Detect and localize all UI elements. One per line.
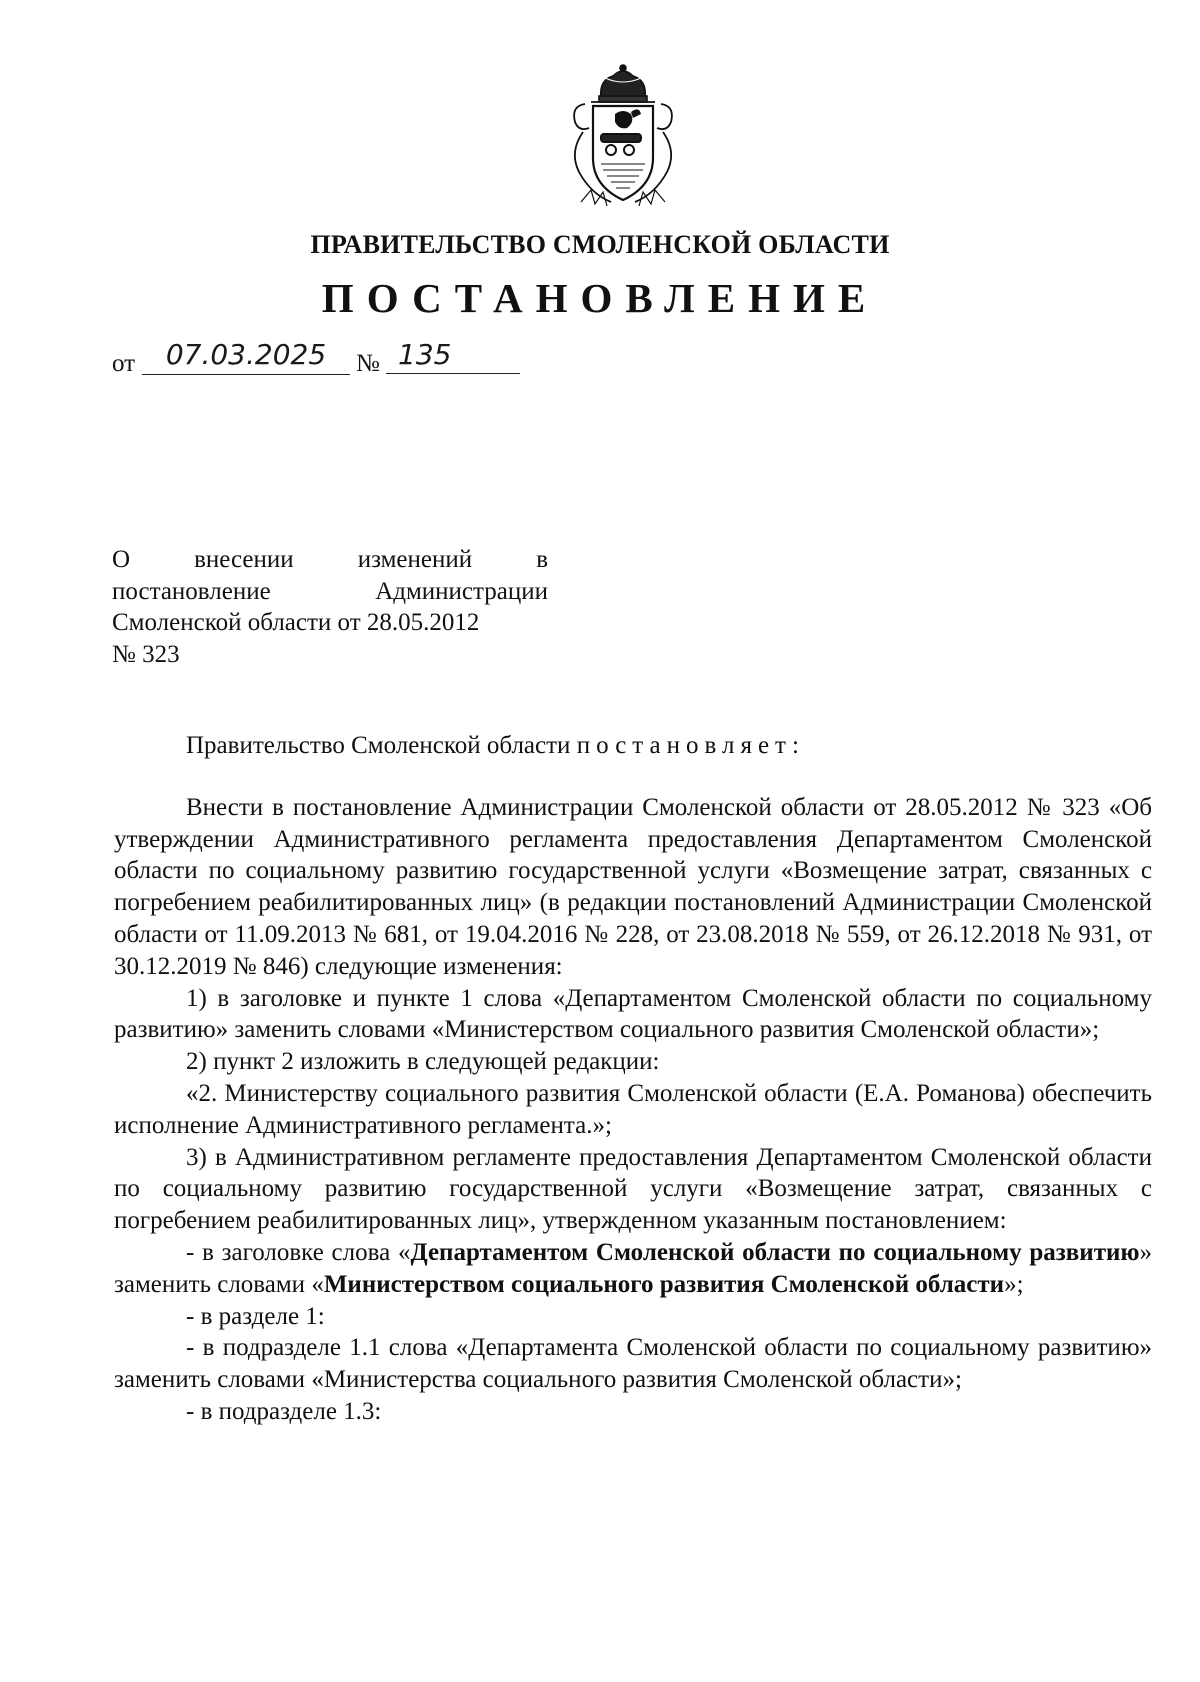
subject-line-4: № 323 bbox=[112, 640, 180, 668]
item-2-quote: «2. Министерству социального развития Смоленской области (Е.А. Романова) обеспечить исполнение Административного регламента.»; bbox=[114, 1079, 1152, 1139]
number-value: 135 bbox=[386, 338, 520, 374]
date-value: 07.03.2025 bbox=[142, 338, 350, 375]
document-subject bbox=[112, 544, 548, 670]
subject-line-3: Смоленской области от 28.05.2012 bbox=[112, 609, 480, 636]
item-3: 3) в Административном регламенте предоставления Департаментом Смоленской области по социальному развитию государственной услуги «Возмещение затрат, связанных с погребением реабилитированных лиц», утвержденном указанным постановлением: bbox=[114, 1143, 1152, 1235]
coat-of-arms-emblem bbox=[561, 62, 685, 212]
date-label: от bbox=[112, 350, 136, 377]
subitem-section-1: - в разделе 1: bbox=[186, 1302, 325, 1330]
item-1: 1) в заголовке и пункте 1 слова «Департаментом Смоленской области по социальному развитию» заменить словами «Министерством социального развития Смоленской области»; bbox=[114, 984, 1152, 1044]
resolves-paragraph: Правительство Смоленской области постановляет: bbox=[186, 732, 805, 759]
subitem-subsection-1-1: - в подразделе 1.1 слова «Департамента Смоленской области по социальному развитию» заменить словами «Министерства социального развития Смоленской области»; bbox=[114, 1334, 1152, 1394]
document-type: ПОСТАНОВЛЕНИЕ bbox=[321, 275, 879, 321]
subject-line-2: постановление Администрации bbox=[112, 577, 548, 605]
document-body bbox=[114, 730, 1152, 1428]
subject-line-1: О внесении изменений в bbox=[112, 546, 548, 573]
government-title: ПРАВИТЕЛЬСТВО СМОЛЕНСКОЙ ОБЛАСТИ bbox=[310, 230, 890, 259]
number-label: № bbox=[356, 350, 380, 377]
subitem-title-change: - в заголовке слова «Департаментом Смоленской области по социальному развитию» заменить словами «Министерством социального развития Смоленской области»; bbox=[114, 1238, 1152, 1298]
subitem-subsection-1-3: - в подразделе 1.3: bbox=[186, 1397, 382, 1425]
intro-paragraph: Внести в постановление Администрации Смоленской области от 28.05.2012 № 323 «Об утверждении Административного регламента предоставления Департаментом Смоленской области по социальному развитию государственной услуги «Возмещение затрат, связанных с погребением реабилитированных лиц» (в редакции постановлений Администрации Смоленской области от 11.09.2013 № 681, от 19.04.2016 № 228, от 23.08.2018 № 559, от 26.12.2018 № 931, от 30.12.2019 № 846) следующие изменения: bbox=[114, 793, 1152, 980]
item-2: 2) пункт 2 изложить в следующей редакции: bbox=[186, 1048, 660, 1076]
